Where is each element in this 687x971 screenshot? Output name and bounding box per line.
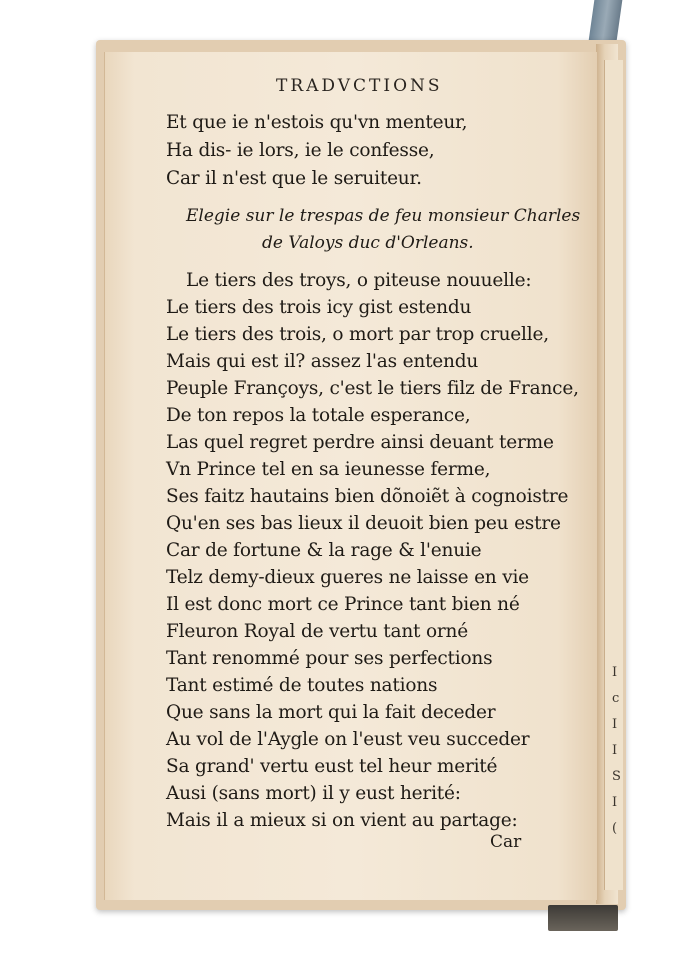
verse-line: Et que ie n'estois qu'vn menteur,	[166, 112, 468, 133]
verse-line: Que sans la mort qui la fait deceder	[166, 702, 496, 723]
verse-line: Telz demy-dieux gueres ne laisse en vie	[166, 567, 529, 588]
verse-line: Vn Prince tel en sa ieunesse ferme,	[166, 459, 491, 480]
elegy-title: de Valoys duc d'Orleans.	[262, 233, 474, 253]
verse-line: De ton repos la totale esperance,	[166, 405, 471, 426]
verse-line: Tant estimé de toutes nations	[166, 675, 438, 696]
verse-line: Le tiers des troys, o piteuse nouuelle:	[186, 270, 532, 291]
verse-line: Mais qui est il? assez l'as entendu	[166, 351, 479, 372]
running-head: TRADVCTIONS	[276, 76, 443, 96]
verse-line: Las quel regret perdre ainsi deuant terme	[166, 432, 554, 453]
verse-line: Ha dis- ie lors, ie le confesse,	[166, 140, 435, 161]
verse-line: Le tiers des trois icy gist estendu	[166, 297, 472, 318]
edge-letter: I	[612, 717, 618, 732]
edge-letter: c	[612, 691, 620, 706]
verse-line: Car de fortune & la rage & l'enuie	[166, 540, 482, 561]
edge-letter: I	[612, 743, 618, 758]
elegy-title: Elegie sur le trespas de feu monsieur Charles	[186, 206, 581, 226]
edge-letter: I	[612, 795, 618, 810]
verse-line: Peuple Françoys, c'est le tiers filz de France,	[166, 378, 579, 399]
verse-line: Qu'en ses bas lieux il deuoit bien peu estre	[166, 513, 561, 534]
catchword: Car	[490, 832, 522, 852]
verse-line: Sa grand' vertu eust tel heur merité	[166, 756, 498, 777]
edge-letter: I	[612, 665, 618, 680]
spine-bottom	[548, 905, 618, 931]
verse-line: Au vol de l'Aygle on l'eust veu succeder	[166, 729, 530, 750]
verse-line: Ses faitz hautains bien dõnoiẽt à cognoistre	[166, 486, 569, 507]
verse-line: Le tiers des trois, o mort par trop cruelle,	[166, 324, 549, 345]
verse-line: Fleuron Royal de vertu tant orné	[166, 621, 469, 642]
verse-line: Il est donc mort ce Prince tant bien né	[166, 594, 520, 615]
verse-line: Ausi (sans mort) il y eust herité:	[166, 783, 461, 804]
edge-letter: S	[612, 769, 621, 784]
verse-line: Mais il a mieux si on vient au partage:	[166, 810, 518, 831]
verse-line: Tant renommé pour ses perfections	[166, 648, 493, 669]
facing-page-letters	[612, 660, 622, 842]
verse-line: Car il n'est que le seruiteur.	[166, 168, 422, 189]
edge-letter: (	[612, 821, 618, 836]
